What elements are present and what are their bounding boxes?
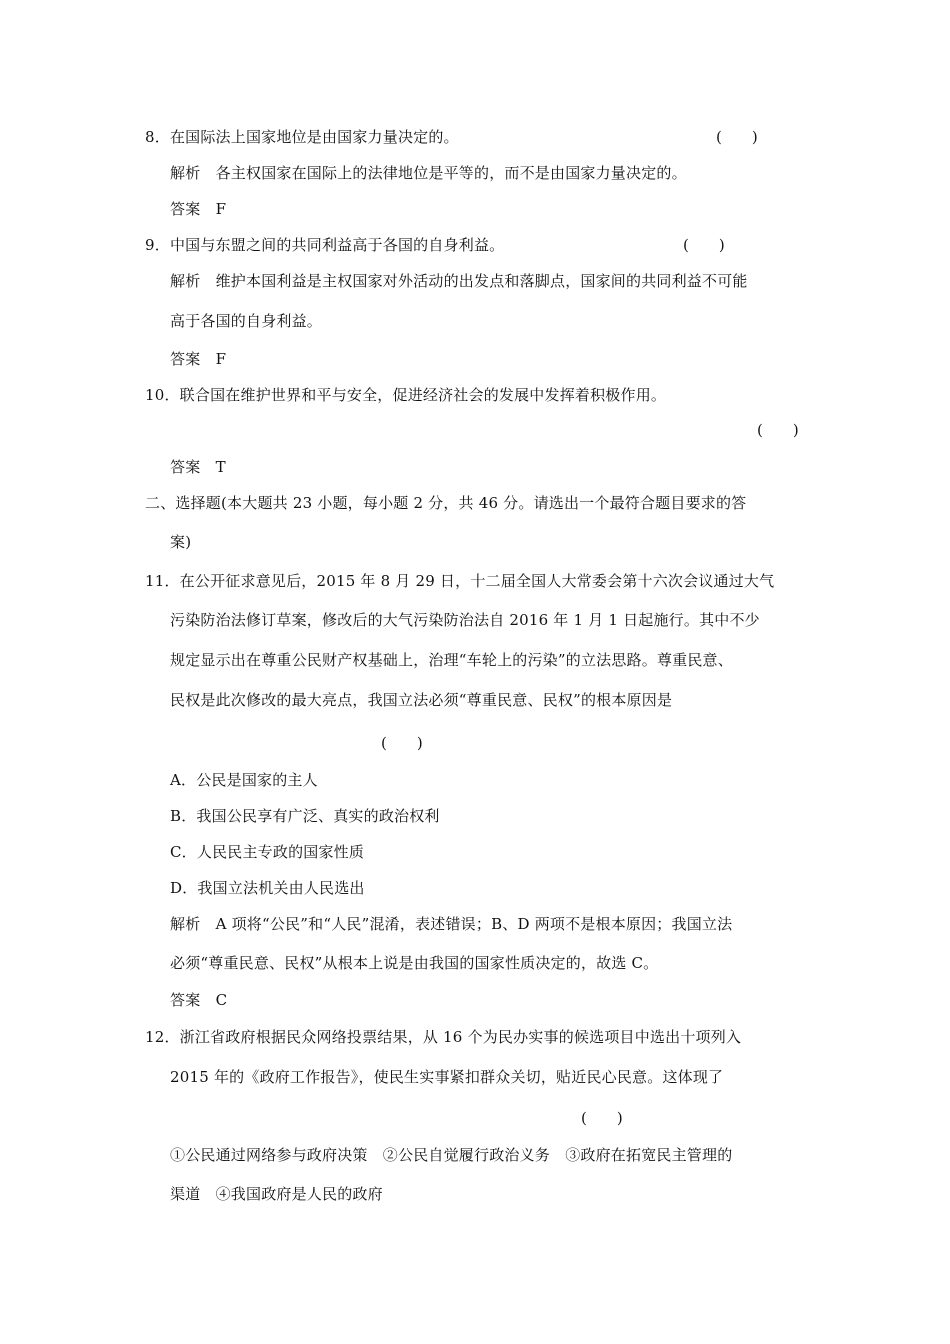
section-2-heading-cont: 案): [170, 533, 192, 551]
q8-analysis: 解析 各主权国家在国际上的法律地位是平等的，而不是由国家力量决定的。: [170, 164, 687, 182]
q11-stem-line-3: 规定显示出在尊重公民财产权基础上，治理“车轮上的污染”的立法思路。尊重民意、: [170, 651, 733, 669]
q11-answer: 答案 C: [170, 991, 228, 1009]
q11-option-d: D．我国立法机关由人民选出: [170, 879, 365, 897]
q11-option-a: A．公民是国家的主人: [170, 771, 318, 789]
q12-choices-line-1: ①公民通过网络参与政府决策 ②公民自觉履行政治义务 ③政府在拓宽民主管理的: [170, 1146, 733, 1164]
q11-option-b: B．我国公民享有广泛、真实的政治权利: [170, 807, 440, 825]
q12-stem-line-1: 12．浙江省政府根据民众网络投票结果，从 16 个为民办实事的候选项目中选出十项列入: [145, 1028, 742, 1046]
q8-answer-blank: ( ): [716, 128, 758, 146]
q9-question: 9．中国与东盟之间的共同利益高于各国的自身利益。: [145, 236, 505, 254]
q11-answer-blank: ( ): [381, 734, 423, 752]
q8-question: 8．在国际法上国家地位是由国家力量决定的。: [145, 128, 459, 146]
q12-answer-blank: ( ): [581, 1109, 623, 1127]
q9-answer: 答案 F: [170, 350, 227, 368]
q11-stem-line-1: 11．在公开征求意见后，2015 年 8 月 29 日，十二届全国人大常委会第十六次会议通过大气: [145, 572, 775, 590]
q8-answer: 答案 F: [170, 200, 227, 218]
q12-choices-line-2: 渠道 ④我国政府是人民的政府: [170, 1185, 383, 1203]
q9-analysis-line-1: 解析 维护本国利益是主权国家对外活动的出发点和落脚点，国家间的共同利益不可能: [170, 272, 748, 290]
q12-stem-line-2: 2015 年的《政府工作报告》，使民生实事紧扣群众关切，贴近民心民意。这体现了: [170, 1068, 724, 1086]
q11-option-c: C．人民民主专政的国家性质: [170, 843, 365, 861]
q9-analysis-line-2: 高于各国的自身利益。: [170, 312, 323, 330]
q11-stem-line-2: 污染防治法修订草案，修改后的大气污染防治法自 2016 年 1 月 1 日起施行。其中不少: [170, 611, 760, 629]
q10-answer-blank: ( ): [757, 421, 799, 439]
q10-question: 10．联合国在维护世界和平与安全，促进经济社会的发展中发挥着积极作用。: [145, 386, 667, 404]
q11-analysis-line-1: 解析 A 项将“公民”和“人民”混淆，表述错误；B、D 两项不是根本原因；我国立法: [170, 915, 733, 933]
q11-analysis-line-2: 必须“尊重民意、民权”从根本上说是由我国的国家性质决定的，故选 C。: [170, 954, 659, 972]
q10-answer: 答案 T: [170, 458, 226, 476]
q11-stem-line-4: 民权是此次修改的最大亮点，我国立法必须“尊重民意、民权”的根本原因是: [170, 691, 673, 709]
section-2-heading: 二、选择题(本大题共 23 小题，每小题 2 分，共 46 分。请选出一个最符合题目要求的答: [145, 494, 747, 512]
q9-answer-blank: ( ): [683, 236, 725, 254]
